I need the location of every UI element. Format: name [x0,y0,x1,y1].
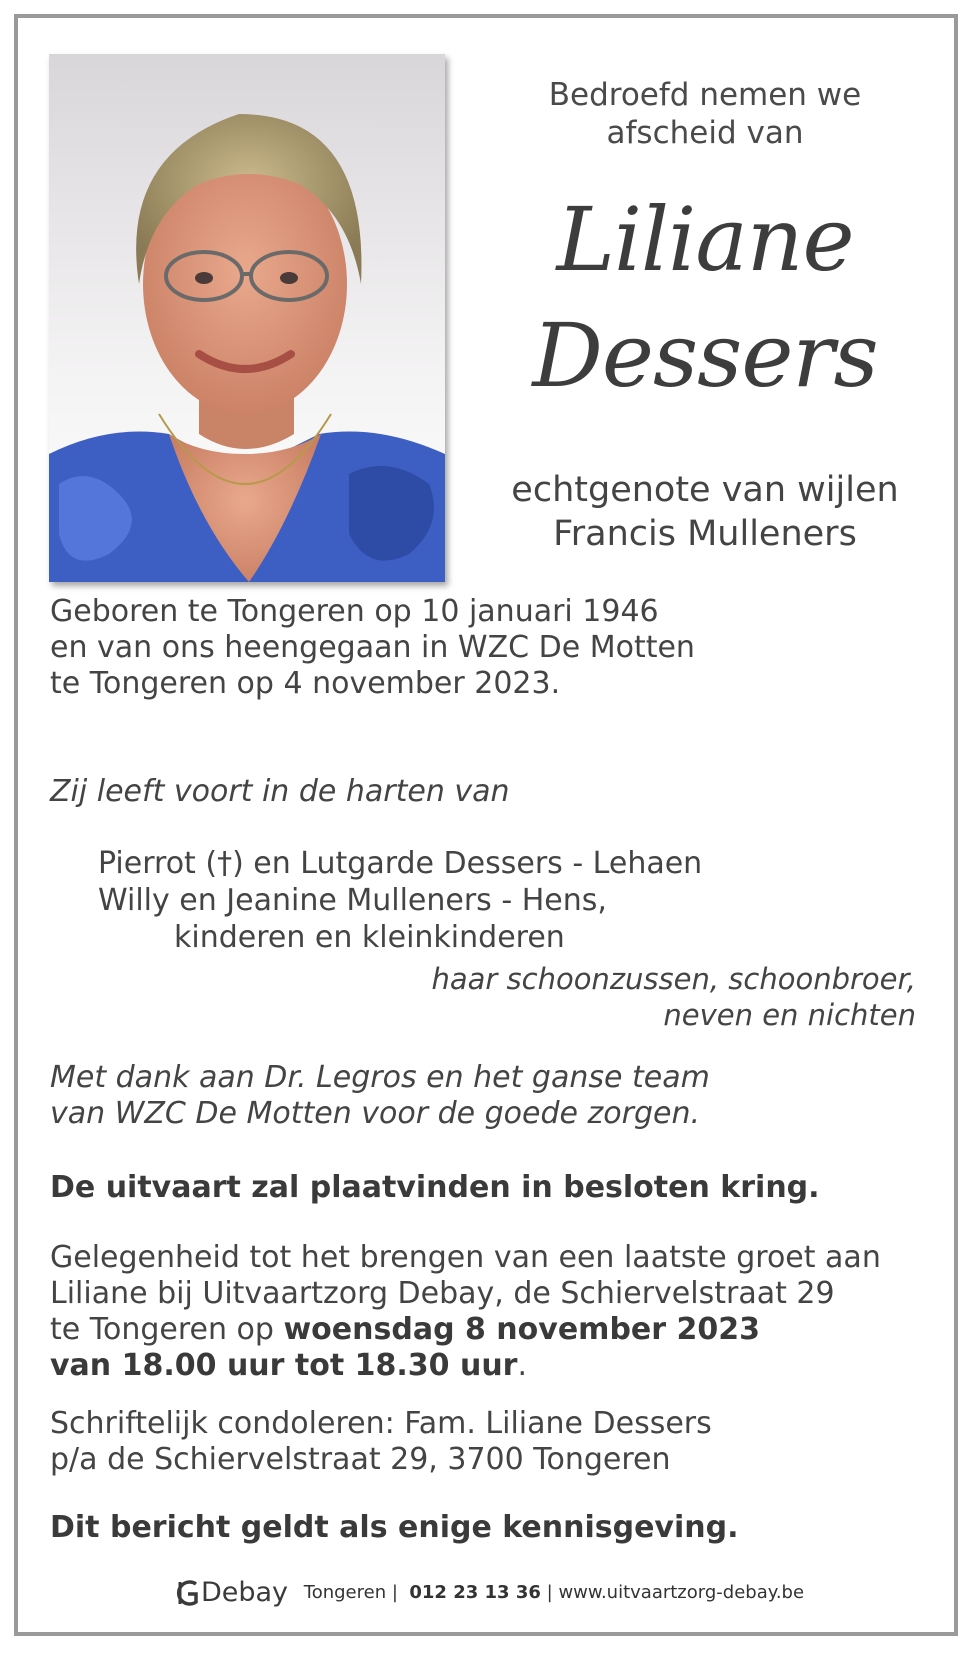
family-line: kinderen en kleinkinderen [174,920,565,955]
condolence-line: Schriftelijk condoleren: Fam. Liliane Dessers [50,1406,712,1441]
footer-phone[interactable]: 012 23 13 36 [409,1582,541,1603]
visit-date: woensdag 8 november 2023 [283,1312,760,1347]
family-line: Willy en Jeanine Mulleners - Hens, [98,883,607,918]
birth-death-details [50,594,695,702]
deceased-name [500,182,910,414]
footer-city: Tongeren | [303,1582,398,1603]
last-name: Dessers [532,304,878,407]
footer-separator: | [546,1582,553,1603]
condolence-address [50,1406,712,1478]
visit-time: van 18.00 uur tot 18.30 uur [50,1348,518,1383]
debay-logo [176,1578,288,1608]
footer-website[interactable]: www.uitvaartzorg-debay.be [558,1582,805,1603]
debay-logo-icon [176,1579,200,1607]
relatives-line: haar schoonzussen, schoonbroer, [431,962,916,996]
condolence-line: p/a de Schiervelstraat 29, 3700 Tongeren [50,1442,671,1477]
visitation-details [50,1240,881,1384]
relatives-line: neven en nichten [663,998,916,1032]
brand-name: Debay [200,1577,289,1608]
family-line: Pierrot (†) en Lutgarde Dessers - Lehaen [98,846,703,881]
notice-text: Dit bericht geldt als enige kennisgeving. [50,1510,739,1545]
visit-line: Gelegenheid tot het brengen van een laatste groet aan [50,1240,881,1275]
intro-text [500,76,910,152]
thanks-line: Met dank aan Dr. Legros en het ganse team [50,1060,710,1095]
spouse-line: Francis Mulleners [553,514,857,554]
thanks-line: van WZC De Motten voor de goede zorgen. [50,1096,700,1131]
death-line: en van ons heengegaan in WZC De Motten [50,630,695,665]
death-date-line: te Tongeren op 4 november 2023. [50,666,561,701]
visit-line-pre: te Tongeren op [50,1312,284,1347]
thanks-text [50,1060,710,1132]
footer [0,1578,980,1608]
lives-on-text: Zij leeft voort in de harten van [50,774,510,809]
funeral-notice: De uitvaart zal plaatvinden in besloten kring. [50,1170,820,1205]
first-name: Liliane [556,188,854,291]
spouse-text [480,468,930,556]
visit-period: . [517,1348,528,1383]
birth-line: Geboren te Tongeren op 10 januari 1946 [50,594,659,629]
portrait-photo [49,54,445,582]
spouse-line: echtgenote van wijlen [511,470,899,510]
visit-line: Liliane bij Uitvaartzorg Debay, de Schiervelstraat 29 [50,1276,835,1311]
intro-line: afscheid van [606,115,804,151]
intro-line: Bedroefd nemen we [548,77,862,113]
